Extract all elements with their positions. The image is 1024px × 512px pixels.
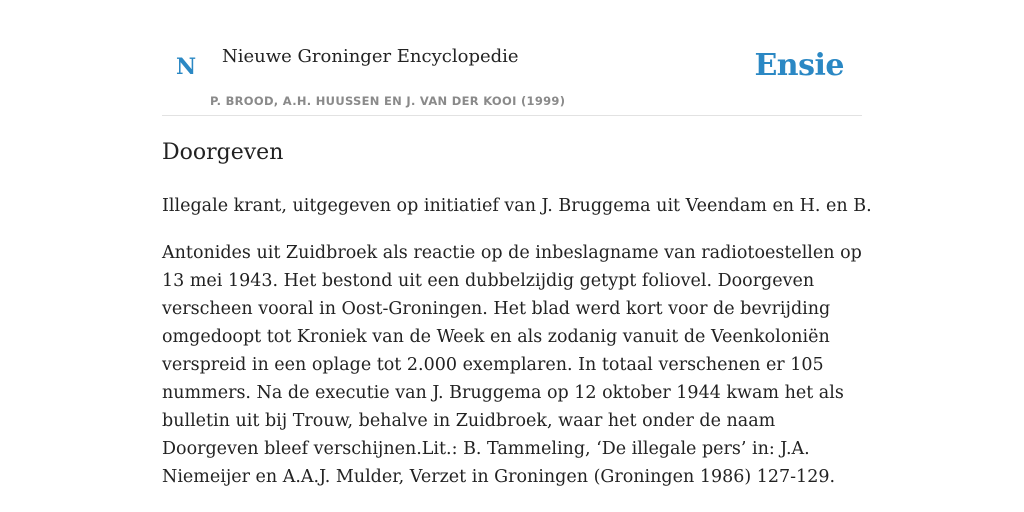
source-logo[interactable]: N — [176, 54, 197, 80]
source-title[interactable]: Nieuwe Groninger Encyclopedie — [222, 46, 519, 67]
paragraph-body: Antonides uit Zuidbroek als reactie op de inbeslagname van radiotoestellen op 13 mei 1943. Het bestond uit een dubbelzijdig getypt foliovel. Doorgeven verscheen vooral in Oost-Groningen. Het blad werd kort voor de bevrijding omgedoopt tot Kroniek van de Week en als zodanig vanuit de Veenkoloniën verspreid in een oplage tot 2.000 exemplaren. In totaal verschenen er 105 nummers. Na de executie van J. Bruggema op 12 oktober 1944 kwam het als bulletin uit bij Trouw, behalve in Zuidbroek, waar het onder de naam Doorgeven bleef verschijnen.Lit.: B. Tammeling, ‘De illegale pers’ in: J.A. Niemeijer en A.A.J. Mulder, Verzet in Groningen (Groningen 1986) 127-129. — [162, 243, 862, 487]
source-authors: P. BROOD, A.H. HUUSSEN EN J. VAN DER KOOI (1999) — [210, 94, 566, 108]
source-header — [162, 0, 862, 116]
paragraph-intro: Illegale krant, uitgegeven op initiatief van J. Bruggema uit Veendam en H. en B. — [162, 196, 872, 216]
page-title: Doorgeven — [162, 140, 284, 165]
brand-logo[interactable]: Ensie — [754, 48, 844, 83]
article-card — [162, 0, 872, 512]
